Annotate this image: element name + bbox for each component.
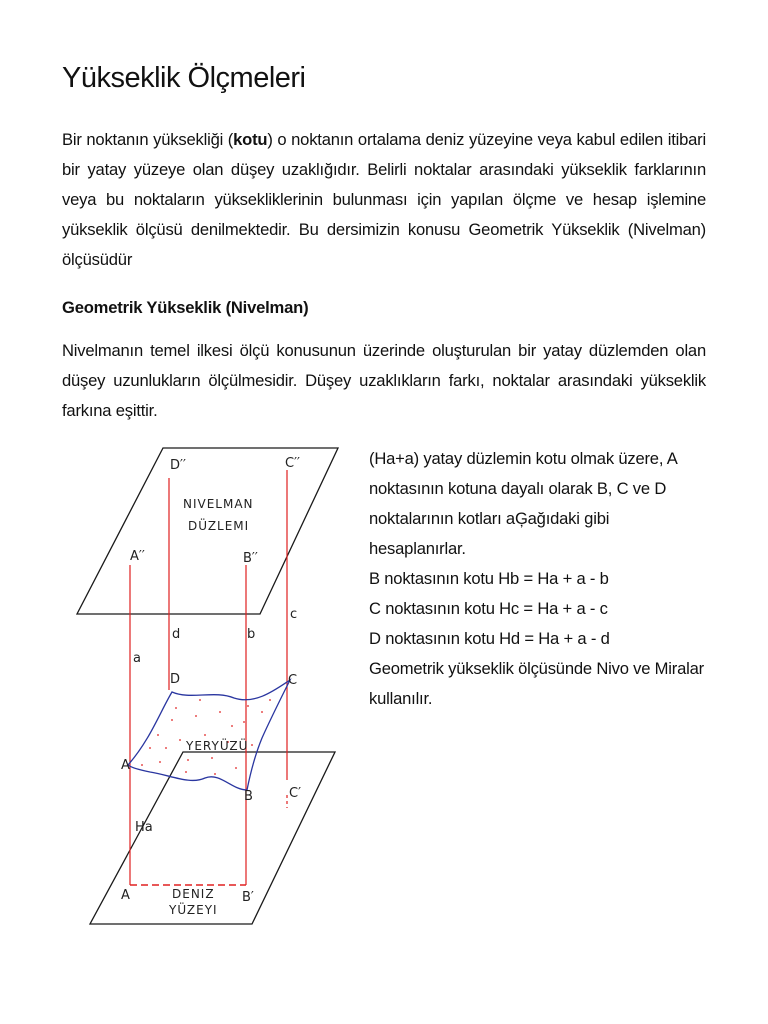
sea-label-deniz: DENIZ (172, 887, 215, 901)
explanation-line: kullanılır. (369, 689, 433, 708)
explanation-line: noktasının kotuna dayalı olarak B, C ve D (369, 479, 667, 498)
label-a-distance: a (133, 651, 141, 666)
plane-label-duzlemi: DÜZLEMI (188, 519, 250, 533)
page-title: Yükseklik Ölçmeleri (62, 62, 306, 94)
formula-hb: B noktasının kotu Hb = Ha + a - b (369, 569, 609, 588)
explanation-line: hesaplanırlar. (369, 539, 466, 558)
formula-hc: C noktasının kotu Hc = Ha + a - c (369, 599, 608, 618)
label-point-b: B (244, 789, 253, 804)
intro-text-1: Bir noktanın yüksekliği ( (62, 130, 234, 149)
label-a-sea: A (121, 888, 130, 903)
terrain-dots (141, 699, 271, 775)
label-c-distance: c (290, 607, 298, 622)
label-ha: Ha (135, 820, 153, 835)
label-b-distance: b (247, 627, 256, 642)
formula-hd: D noktasının kotu Hd = Ha + a - d (369, 629, 610, 648)
label-point-d: D (170, 672, 181, 687)
label-a-double-prime: A′′ (130, 549, 145, 564)
explanation-line: Geometrik yükseklik ölçüsünde Nivo ve Miralar (369, 659, 704, 678)
label-b-prime: B′ (242, 890, 254, 905)
intro-bold-kotu: kotu (233, 130, 268, 149)
terrain-surface (128, 680, 290, 790)
label-point-a: A (121, 758, 130, 773)
explanation-line: noktalarının kotları aĢağıdaki gibi (369, 509, 610, 528)
section-title: Geometrik Yükseklik (Nivelman) (62, 298, 309, 317)
intro-text-2: ) o noktanın ortalama deniz yüzeyine veya kabul edilen itibari bir yatay yüzeye olan düşey uzaklığıdır. Belirli noktalar arasındaki yükseklik farklarının veya bu noktaların yüksekliklerinin bulunması için yapılan ölçme ve hesap işlemine yükseklik ölçüsü denilmektedir. Bu dersimizin konusu Geometrik Yükseklik (Nivelman) ölçüsüdür (62, 130, 706, 269)
label-c-prime: C′ (289, 786, 302, 801)
sea-label-yuzeyi: YÜZEYI (169, 903, 218, 917)
label-d-double-prime: D′′ (170, 458, 186, 473)
explanation-line: (Ha+a) yatay düzlemin kotu olmak üzere, A (369, 449, 678, 468)
label-d-distance: d (172, 627, 181, 642)
section-paragraph: Nivelmanın temel ilkesi ölçü konusunun üzerinde oluşturulan bir yatay düzlemden olan düşey uzunlukların ölçülmesidir. Düşey uzaklıkların farkı, noktalar arasındaki yükseklik farkına eşittir. (62, 341, 706, 420)
plane-label-nivelman: NIVELMAN (183, 497, 254, 511)
surface-label-yeryuzu: YERYÜZÜ (186, 739, 249, 753)
label-point-c: C (288, 673, 298, 688)
label-b-double-prime: B′′ (243, 551, 258, 566)
label-c-double-prime: C′′ (285, 456, 300, 471)
